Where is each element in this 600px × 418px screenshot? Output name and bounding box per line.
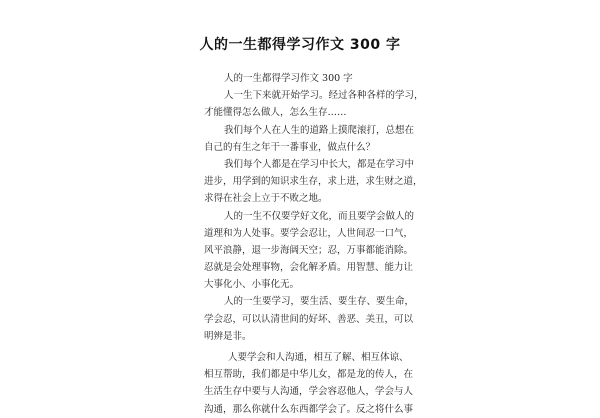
paragraph-line: 生活生存中要与人沟通，学会容忍他人，学会与人 (204, 386, 414, 398)
paragraph-line: 风平浪静，退一步海阔天空；忍，万事都能消除。 (204, 244, 414, 256)
paragraph-line: 相互帮助，我们都是中华儿女，都是龙的传人，在 (204, 369, 414, 381)
article-subtitle-line: 人的一生都得学习作文 300 字 (224, 73, 353, 84)
paragraph-line: 自己的有生之年干一番事业，做点什么？ (204, 141, 376, 153)
paragraph-line: 人的一生不仅要学好文化，而且要学会做人的 (224, 210, 415, 222)
paragraph-line: 人要学会和人沟通，相互了解、相互体谅、 (228, 352, 409, 363)
paragraph-line: 进步，用学到的知识求生存，求上进，求生财之道， (204, 176, 423, 188)
page-title: 人的一生都得学习作文 300 字 (199, 37, 401, 53)
paragraph-line: 学会忍，可以认清世间的好坏、善恶、美丑，可以 (204, 313, 414, 325)
paragraph-line: 求得在社会上立于不败之地。 (204, 193, 328, 205)
paragraph-line: 我们每个人都是在学习中长大，都是在学习中 (224, 158, 415, 170)
paragraph-line: 沟通，那么你就什么东西都学会了。反之将什么事 (204, 403, 414, 415)
paragraph-line: 才能懂得怎么做人，怎么生存…… (204, 107, 347, 119)
paragraph-line: 我们每个人在人生的道路上摸爬滚打，总想在 (224, 124, 415, 136)
paragraph-line: 道理和为人处事。要学会忍让，人世间忍一口气， (204, 227, 414, 239)
paragraph-line: 明辨是非。 (204, 330, 252, 342)
article-body (204, 70, 424, 418)
paragraph-line: 大事化小、小事化无。 (204, 279, 300, 291)
paragraph-line: 人的一生要学习，要生活、要生存、要生命， (224, 296, 415, 308)
paragraph-line: 人一生下来就开始学习。经过各种各样的学习， (224, 90, 424, 102)
paragraph-line: 忍就是会处理事物，会化解矛盾。用智慧、能力让 (204, 262, 414, 274)
